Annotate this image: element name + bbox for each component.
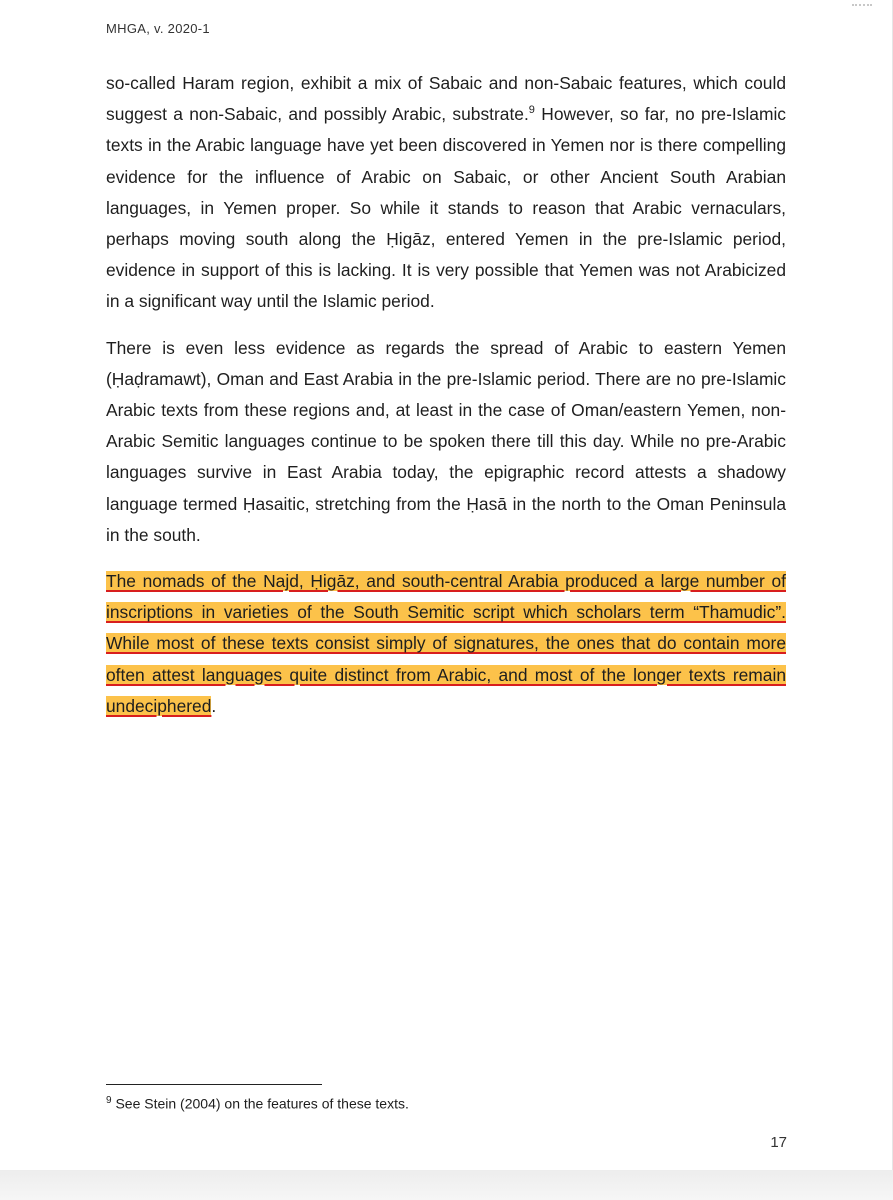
footnote-reference[interactable]: 9 (528, 104, 535, 117)
page-bottom-edge (0, 1170, 893, 1200)
paragraph-3 (106, 566, 786, 722)
footnote (106, 1095, 409, 1112)
page-corner-mark (852, 0, 872, 6)
footnote-text: See Stein (2004) on the features of these texts. (111, 1095, 409, 1112)
paragraph-1-text-start: so-called Haram region, exhibit a mix of Sabaic and non-Sabaic features, which could suggest a non-Sabaic, and possibly Arabic, substrate. (106, 73, 786, 125)
paragraph-2: There is even less evidence as regards the spread of Arabic to eastern Yemen (Ḥaḍramawt), Oman and East Arabia in the pre-Islamic period. There are no pre-Islamic Arabic texts from these regions and, at least in the case of Oman/eastern Yemen, non-Arabic Semitic languages continue to be spoken there till this day. While no pre-Arabic languages survive in East Arabia today, the epigraphic record attests a shadowy language termed Ḥasaitic, stretching from the Ḥasā in the north to the Oman Peninsula in the south. (106, 337, 786, 545)
paragraph-3-trailing: . (211, 695, 217, 716)
paragraph-1-text-end: However, so far, no pre-Islamic texts in the Arabic language have yet been discovered in Yemen nor is there compelling evidence for the influence of Arabic on Sabaic, or other Ancient South Arabian languages, in Yemen proper. So while it stands to reason that Arabic vernaculars, perhaps moving south along the Ḥigāz, entered Yemen in the pre-Islamic period, evidence in support of this is lacking. It is very possible that Yemen was not Arabicized in a significant way until the Islamic period. (106, 104, 787, 312)
body-text (106, 68, 786, 737)
footnote-divider (106, 1084, 322, 1085)
paragraph-1 (106, 68, 786, 318)
highlighted-passage[interactable]: The nomads of the Najd, Ḥigāz, and south-central Arabia produced a large number of inscriptions in varieties of the South Semitic script which scholars term “Thamudic”. While most of these texts consist simply of signatures, the ones that do contain more often attest languages quite distinct from Arabic, and most of the longer texts remain undeciphered (106, 571, 786, 716)
page-number: 17 (770, 1134, 787, 1151)
running-header: MHGA, v. 2020-1 (106, 21, 210, 36)
footnote-number: 9 (106, 1095, 112, 1106)
